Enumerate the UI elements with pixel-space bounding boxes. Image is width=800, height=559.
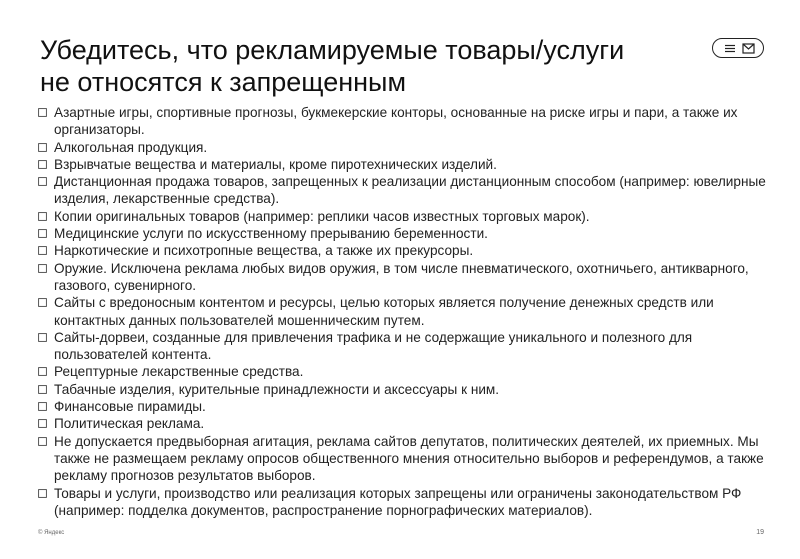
list-item: [38, 104, 768, 139]
bullet-icon: [38, 402, 47, 411]
list-item-text: Финансовые пирамиды.: [54, 399, 206, 415]
list-item-text: Рецептурные лекарственные средства.: [54, 364, 304, 380]
list-item-text: Взрывчатые вещества и материалы, кроме пиротехнических изделий.: [54, 156, 497, 172]
list-item: [38, 225, 768, 242]
list-item: [38, 260, 768, 295]
bullet-icon: [38, 212, 47, 221]
bullet-icon: [38, 160, 47, 169]
list-item-text: Азартные игры, спортивные прогнозы, букмекерские конторы, основанные на риске игры и пари, а также их организаторы.: [54, 105, 738, 138]
list-item-text: Наркотические и психотропные вещества, а также их прекурсоры.: [54, 243, 474, 259]
bullet-icon: [38, 298, 47, 307]
bullet-icon: [38, 385, 47, 394]
bullet-icon: [38, 419, 47, 428]
list-item-text: Не допускается предвыборная агитация, реклама сайтов депутатов, политических деятелей, их приемных. Мы также не размещаем рекламу опросов общественного мнения относительно выборов и референдумов, а также рекламу прогнозов результатов выборов.: [54, 433, 764, 484]
list-item-text: Сайты-дорвеи, созданные для привлечения трафика и не содержащие уникального и полезного для пользователей контента.: [54, 329, 693, 363]
list-item: [38, 415, 768, 432]
page-number: 19: [756, 529, 764, 536]
bullet-icon: [38, 229, 47, 238]
list-item: [38, 485, 768, 520]
list-item-text: Политическая реклама.: [54, 416, 205, 432]
list-item: [38, 242, 768, 259]
list-item-text: Медицинские услуги по искусственному прерыванию беременности.: [54, 226, 488, 242]
bullet-icon: [38, 108, 47, 117]
bullet-icon: [38, 143, 47, 152]
slide-title: [40, 34, 680, 98]
list-item: [38, 156, 768, 173]
list-item-text: Копии оригинальных товаров (например: реплики часов известных торговых марок).: [54, 208, 590, 224]
list-item-text: Дистанционная продажа товаров, запрещенных к реализации дистанционным способом (например: ювелирные изделия, лекарственные средства).: [54, 174, 766, 207]
list-item-text: Оружие. Исключена реклама любых видов оружия, в том числе пневматического, охотничьего, антикварного, газового, сувенирного.: [54, 260, 749, 293]
bullet-icon: [38, 264, 47, 273]
bullet-icon: [38, 437, 47, 446]
menu-icon: [713, 39, 765, 59]
bullet-icon: [38, 333, 47, 342]
list-item-text: Сайты с вредоносным контентом и ресурсы, целью которых является получение денежных средств или контактных данных пользователей мошенническим путем.: [54, 295, 714, 328]
menu-mail-button[interactable]: [712, 38, 764, 58]
list-item: [38, 398, 768, 415]
bullet-icon: [38, 489, 47, 498]
list-item: [38, 208, 768, 225]
bullet-icon: [38, 367, 47, 376]
list-item: [38, 294, 768, 329]
footer-logo: © Яндекс: [38, 530, 65, 536]
list-item-text: Алкогольная продукция.: [54, 139, 208, 155]
list-item: [38, 363, 768, 380]
list-item: [38, 433, 768, 485]
mail-icon: [743, 44, 754, 53]
list-item: [38, 381, 768, 398]
list-item-text: Табачные изделия, курительные принадлежности и аксессуары к ним.: [54, 381, 500, 397]
slide-title-line-1: Убедитесь, что рекламируемые товары/услуги: [40, 35, 625, 65]
slide-title-line-2: не относятся к запрещенным: [40, 67, 407, 97]
list-item: [38, 139, 768, 156]
bullet-icon: [38, 177, 47, 186]
list-item: [38, 173, 768, 208]
bullet-icon: [38, 246, 47, 255]
list-item-text: Товары и услуги, производство или реализация которых запрещены или ограничены законодательством РФ (например: подделка документов, распространение порнографических материалов).: [54, 485, 742, 518]
prohibited-items-list: [38, 104, 768, 519]
list-item: [38, 329, 768, 364]
